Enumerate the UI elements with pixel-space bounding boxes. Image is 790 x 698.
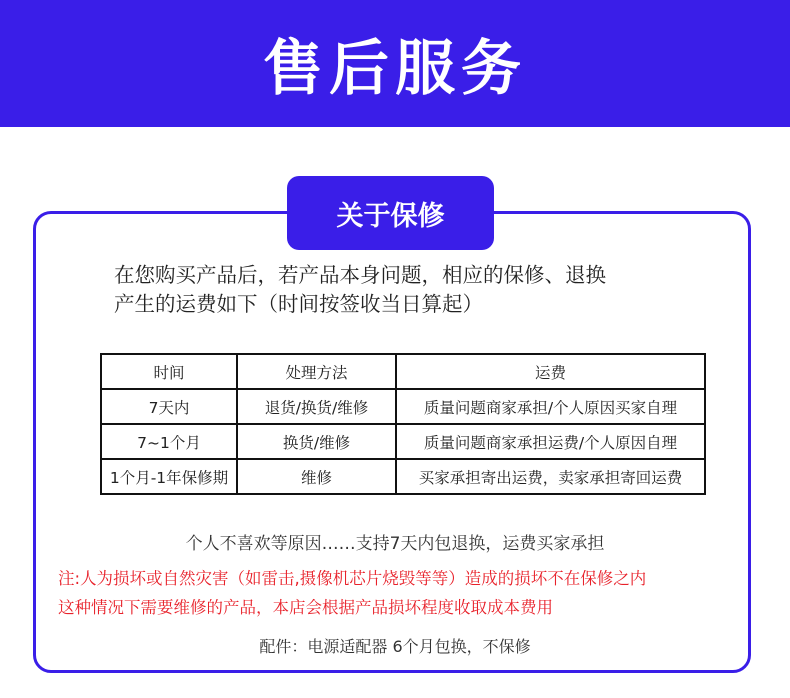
table-header-time: 时间 bbox=[101, 354, 237, 389]
table-cell: 7~1个月 bbox=[101, 424, 237, 459]
header-banner bbox=[0, 0, 790, 127]
table-cell: 维修 bbox=[237, 459, 396, 494]
table-cell: 1个月-1年保修期 bbox=[101, 459, 237, 494]
intro-line-1: 在您购买产品后，若产品本身问题，相应的保修、退换 bbox=[114, 263, 606, 287]
damage-warning-line-1: 注:人为损坏或自然灾害（如雷击,摄像机芯片烧毁等等）造成的损坏不在保修之内 bbox=[58, 569, 647, 588]
table-row bbox=[101, 424, 705, 459]
table-cell: 质量问题商家承担/个人原因买家自理 bbox=[396, 389, 705, 424]
table-row bbox=[101, 389, 705, 424]
table-cell: 换货/维修 bbox=[237, 424, 396, 459]
intro-text bbox=[114, 261, 714, 319]
table-cell: 7天内 bbox=[101, 389, 237, 424]
table-header-row bbox=[101, 354, 705, 389]
table-row bbox=[101, 459, 705, 494]
table-cell: 买家承担寄出运费，卖家承担寄回运费 bbox=[396, 459, 705, 494]
page-title: 售后服务 bbox=[263, 33, 527, 104]
damage-warning-line-2: 这种情况下需要维修的产品，本店会根据产品损坏程度收取成本费用 bbox=[58, 598, 553, 617]
table-header-method: 处理方法 bbox=[237, 354, 396, 389]
table-header-shipping: 运费 bbox=[396, 354, 705, 389]
accessories-note: 配件：电源适配器 6个月包换，不保修 bbox=[259, 637, 531, 656]
personal-reason-note: 个人不喜欢等原因……支持7天内包退换，运费买家承担 bbox=[185, 534, 605, 554]
section-title-warranty: 关于保修 bbox=[287, 176, 494, 250]
table-cell: 质量问题商家承担运费/个人原因自理 bbox=[396, 424, 705, 459]
warranty-table bbox=[100, 353, 706, 495]
intro-line-2: 产生的运费如下（时间按签收当日算起） bbox=[114, 292, 483, 316]
table-cell: 退货/换货/维修 bbox=[237, 389, 396, 424]
